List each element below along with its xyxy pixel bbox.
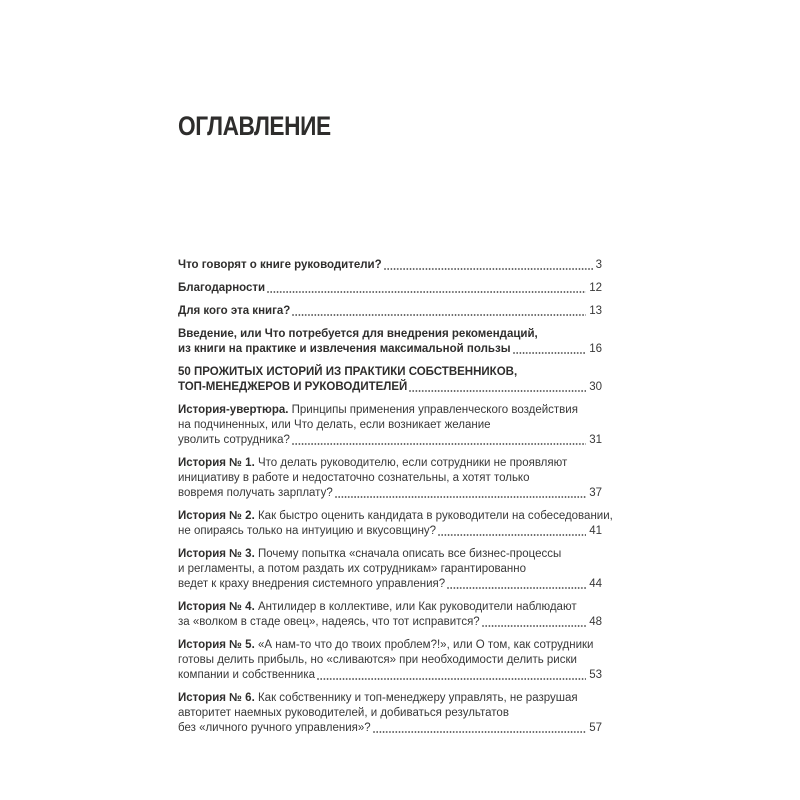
toc-entry-line: [178, 668, 602, 683]
toc-entry-line: [178, 562, 602, 577]
page-number: 44: [589, 578, 602, 590]
toc-entry: [178, 456, 602, 501]
toc-entry: [178, 281, 602, 296]
toc-entry: [178, 509, 613, 539]
toc-entry-line: [178, 418, 602, 433]
dotted-leader: [384, 268, 593, 270]
dotted-leader: [292, 314, 586, 316]
entry-text: авторитет наемных руководителей, и добиваться результатов: [178, 707, 509, 719]
dotted-leader: [438, 534, 586, 536]
toc-entry: [178, 403, 602, 448]
entry-text: История № 2. Как быстро оценить кандидата в руководители на собеседовании,: [178, 510, 613, 522]
toc-entry-line: [178, 653, 602, 668]
dotted-leader: [267, 291, 586, 293]
entry-text: не опираясь только на интуицию и вкусовщину?: [178, 525, 437, 537]
toc-entry-line: [178, 486, 602, 501]
entry-text: без «личного ручного управления»?: [178, 722, 371, 734]
dotted-leader: [513, 352, 587, 354]
toc-entry-line: [178, 380, 602, 395]
entry-text: из книги на практике и извлечения максимальной пользы: [178, 343, 511, 355]
entry-text: История № 6. Как собственнику и топ-менеджеру управлять, не разрушая: [178, 692, 578, 704]
dotted-leader: [447, 587, 586, 589]
dotted-leader: [335, 496, 586, 498]
page-number: 31: [589, 434, 602, 446]
toc-entry-line: [178, 342, 602, 357]
page-number: 30: [589, 381, 602, 393]
dotted-leader: [292, 443, 586, 445]
toc-entry: [178, 600, 602, 630]
entry-text: и регламенты, а потом раздать их сотрудникам» гарантированно: [178, 563, 527, 575]
toc-entry-line: [178, 524, 602, 539]
entry-text: ТОП-МЕНЕДЖЕРОВ И РУКОВОДИТЕЛЕЙ: [178, 381, 408, 393]
page-number: 57: [589, 722, 602, 734]
toc-entry-line: [178, 471, 602, 486]
entry-text: Введение, или Что потребуется для внедрения рекомендаций,: [178, 328, 538, 340]
entry-text: 50 ПРОЖИТЫХ ИСТОРИЙ ИЗ ПРАКТИКИ СОБСТВЕННИКОВ,: [178, 366, 518, 378]
page-number: 13: [589, 305, 602, 317]
entry-text: Благодарности: [178, 282, 266, 294]
dotted-leader: [409, 390, 586, 392]
dotted-leader: [373, 731, 587, 733]
toc-entry-line: [178, 433, 602, 448]
dotted-leader: [482, 625, 587, 627]
entry-text: Для кого эта книга?: [178, 305, 291, 317]
toc-entry: [178, 304, 602, 319]
entry-text: вовремя получать зарплату?: [178, 487, 333, 499]
toc-entry-line: [178, 258, 602, 273]
toc-entry-line: [178, 281, 602, 296]
toc-entry-line: [178, 327, 602, 342]
page-number: 37: [589, 487, 602, 499]
toc-entry-line: [178, 403, 602, 418]
toc-entry: [178, 691, 602, 736]
entry-text: Что говорят о книге руководители?: [178, 259, 382, 271]
toc-entry-line: [178, 304, 602, 319]
toc-entry-line: [178, 547, 602, 562]
page-number: 53: [589, 669, 602, 681]
toc-entry-line: [178, 456, 602, 471]
page-number: 41: [589, 525, 602, 537]
toc-entry-line: [178, 600, 602, 615]
entry-text: на подчиненных, или Что делать, если возникает желание: [178, 419, 491, 431]
toc-entry: [178, 327, 602, 357]
toc-entry-line: [178, 577, 602, 592]
entry-text: готовы делить прибыль, но «сливаются» при необходимости делить риски: [178, 654, 577, 666]
toc-entry-line: [178, 721, 602, 736]
entry-text: инициативу в работе и недостаточно сознательны, а хотят только: [178, 472, 530, 484]
toc-list: [178, 258, 613, 736]
entry-text: компании и собственника: [178, 669, 316, 681]
entry-text: История № 1. Что делать руководителю, если сотрудники не проявляют: [178, 457, 568, 469]
toc-entry-line: [178, 365, 602, 380]
entry-text: за «волком в стаде овец», надеясь, что тот исправится?: [178, 616, 480, 628]
page-title: ОГЛАВЛЕНИЕ: [178, 111, 331, 141]
toc-entry: [178, 547, 602, 592]
entry-text: уволить сотрудника?: [178, 434, 290, 446]
toc-entry: [178, 258, 602, 273]
toc-entry-line: [178, 706, 602, 721]
entry-text: История № 3. Почему попытка «сначала описать все бизнес-процессы: [178, 548, 562, 560]
dotted-leader: [317, 678, 586, 680]
toc-entry-line: [178, 509, 613, 524]
toc-entry: [178, 365, 602, 395]
page-number: 16: [589, 343, 602, 355]
toc-entry-line: [178, 638, 602, 653]
entry-text: История № 5. «А нам-то что до твоих проблем?!», или О том, как сотрудники: [178, 639, 594, 651]
entry-text: История-увертюра. Принципы применения управленческого воздействия: [178, 404, 578, 416]
page-number: 3: [595, 259, 602, 271]
entry-text: ведет к краху внедрения системного управления?: [178, 578, 446, 590]
toc-entry-line: [178, 615, 602, 630]
toc-entry: [178, 638, 602, 683]
toc-entry-line: [178, 691, 602, 706]
book-toc-page: [178, 0, 613, 744]
entry-text: История № 4. Антилидер в коллективе, или Как руководители наблюдают: [178, 601, 577, 613]
page-number: 12: [589, 282, 602, 294]
page-number: 48: [589, 616, 602, 628]
